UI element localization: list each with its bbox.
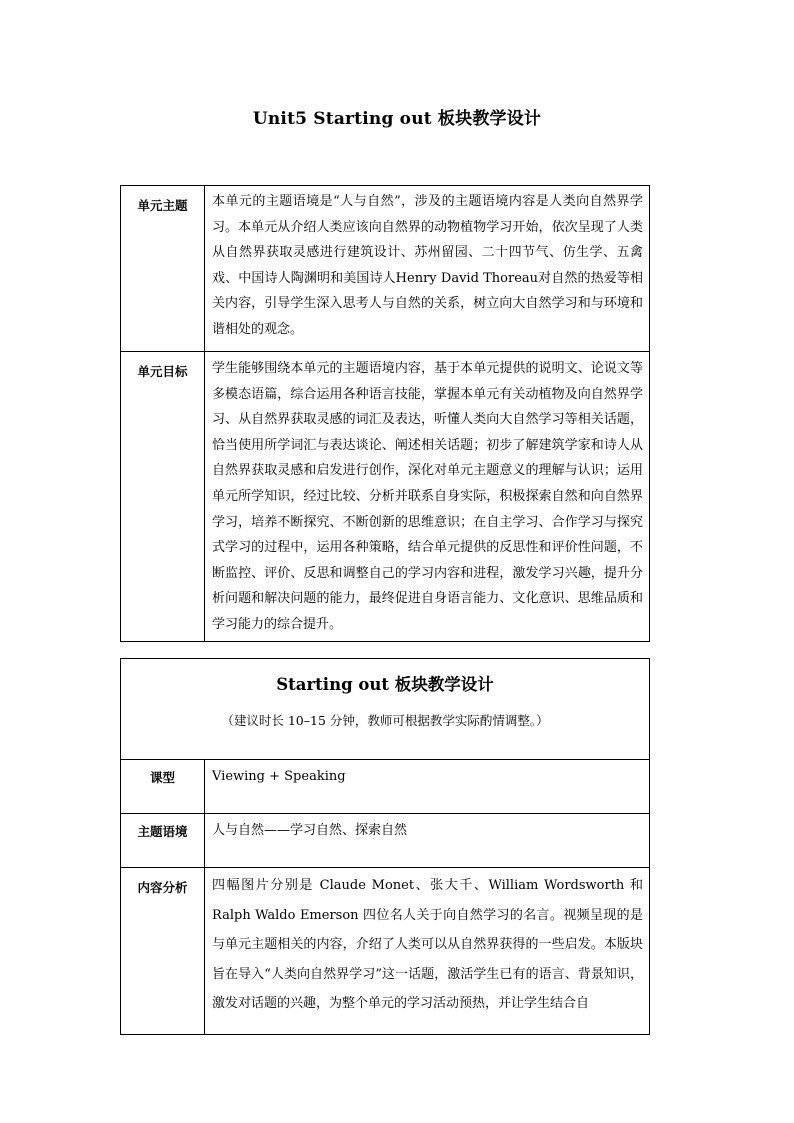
section-title: Starting out 板块教学设计 [276, 675, 494, 694]
theme-context-label: 主题语境 [121, 814, 205, 868]
unit-goals-text: 学生能够围绕本单元的主题语境内容，基于本单元提供的说明文、论说文等多模态语篇，综合运用各种语言技能，掌握本单元有关动植物及向自然界学习、从自然界获取灵感的词汇及表达，听懂人类向大自然学习等相关话题，恰当使用所学词汇与表达谈论、阐述相关话题；初步了解建筑学家和诗人从自然界获取灵感和启发进行创作，深化对单元主题意义的理解与认识；运用单元所学知识，经过比较、分析并联系自身实际，积极探索自然和向自然界学习，培养不断探究、不断创新的思维意识；在自主学习、合作学习与探究式学习的过程中，运用各种策略，结合单元提供的反思性和评价性问题，不断监控、评价、反思和调整自己的学习内容和进程，激发学习兴趣，提升分析问题和解决问题的能力，最终促进自身语言能力、文化意识、思维品质和学习能力的综合提升。 [205, 352, 650, 642]
section-duration-note: （建议时长 10–15 分钟，教师可根据教学实际酌情调整。） [221, 713, 549, 728]
table-row [121, 352, 650, 642]
section-header [121, 659, 650, 760]
starting-out-design-table [120, 658, 650, 1035]
theme-context-text: 人与自然——学习自然、探索自然 [205, 814, 650, 868]
lesson-type-text: Viewing + Speaking [205, 760, 650, 814]
unit-overview-table [120, 185, 650, 642]
table-row [121, 760, 650, 814]
section-header-row [121, 659, 650, 760]
unit-goals-label: 单元目标 [121, 352, 205, 642]
table-row [121, 814, 650, 868]
content-analysis-text: 四幅图片分别是 Claude Monet、张大千、William Wordsworth 和 Ralph Waldo Emerson 四位名人关于向自然学习的名言。视频呈现的是与单元主题相关的内容，介绍了人类可以从自然界获得的一些启发。本版块旨在导入“人类向自然界学习”这一话题，激活学生已有的语言、背景知识，激发对话题的兴趣，为整个单元的学习活动预热，并让学生结合自 [205, 868, 650, 1035]
document-title: Unit5 Starting out 板块教学设计 [252, 109, 542, 129]
table-row [121, 868, 650, 1035]
unit-theme-text: 本单元的主题语境是“人与自然”，涉及的主题语境内容是人类向自然界学习。本单元从介绍人类应该向自然界的动物植物学习开始，依次呈现了人类从自然界获取灵感进行建筑设计、苏州留园、二十四节气、仿生学、五禽戏、中国诗人陶渊明和美国诗人Henry David Thoreau对自然的热爱等相关内容，引导学生深入思考人与自然的关系，树立向大自然学习和与环境和谐相处的观念。 [205, 186, 650, 352]
lesson-type-label: 课型 [121, 760, 205, 814]
table-row [121, 186, 650, 352]
unit-theme-label: 单元主题 [121, 186, 205, 352]
content-analysis-label: 内容分析 [121, 868, 205, 1035]
